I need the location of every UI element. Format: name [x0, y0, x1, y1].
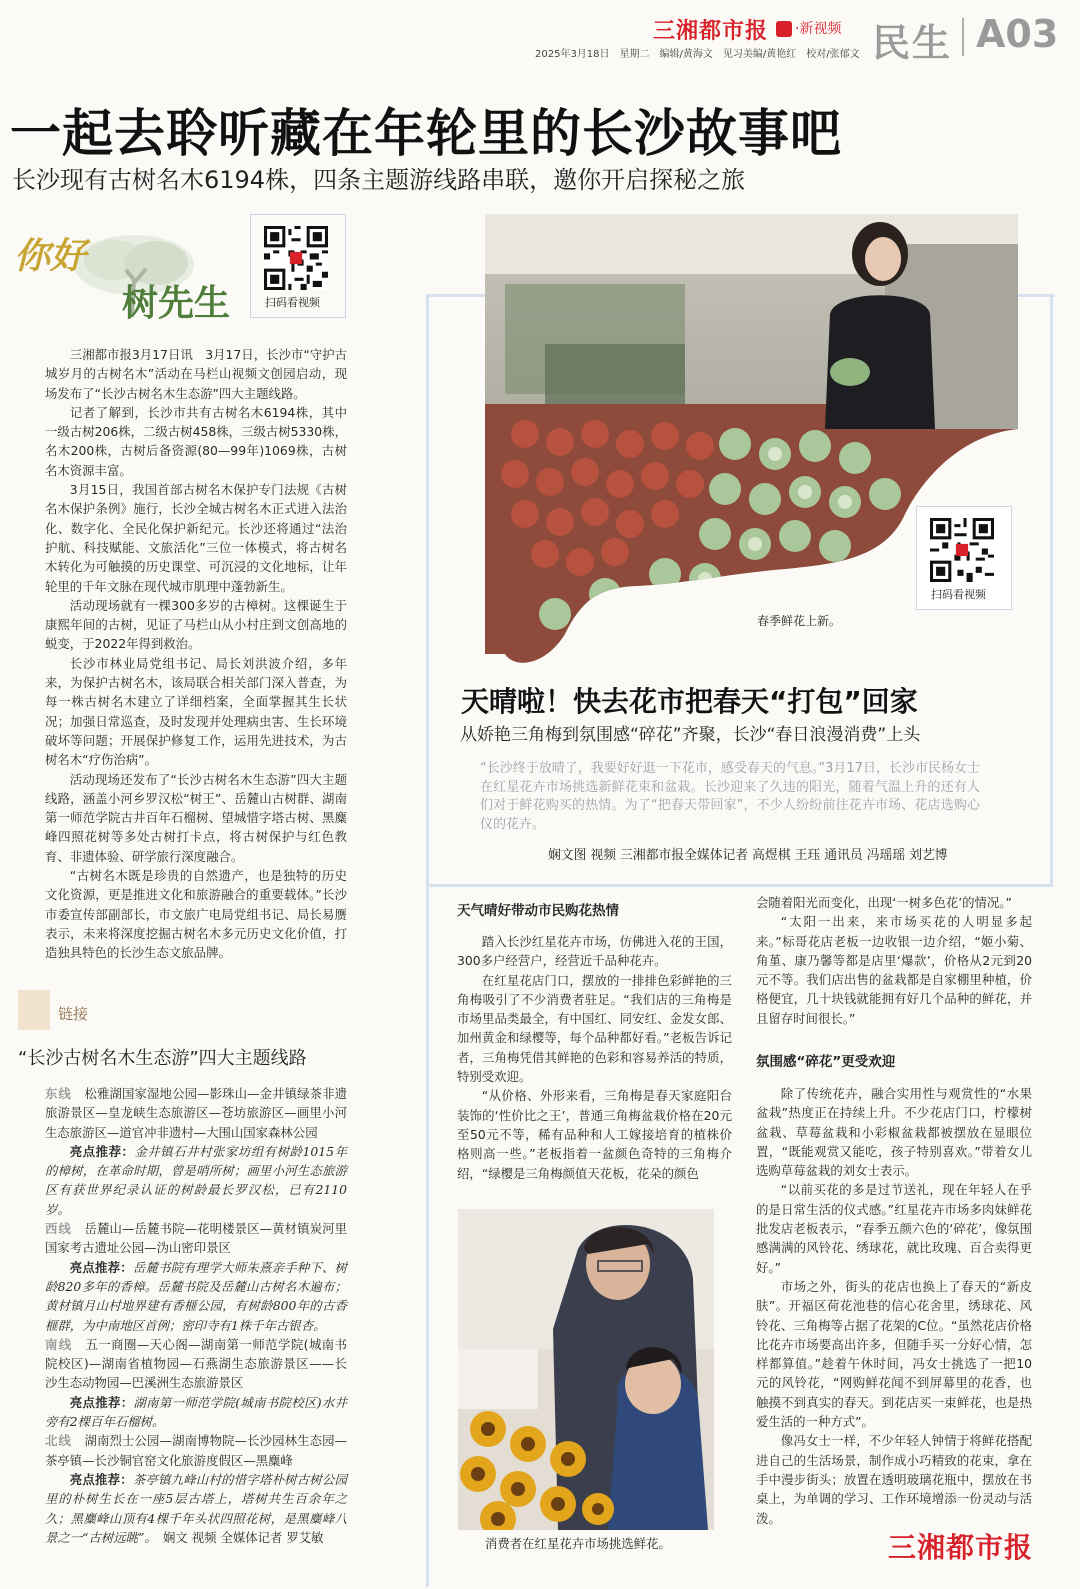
highlight-label: 亮点推荐： [69, 1394, 134, 1410]
tree-article-paragraph: 活动现场还发布了“长沙古树名木生态游”四大主题线路，涵盖小河乡罗汉松“树王”、岳麓山古树群、湖南第一师范学院古井百年石榴树、望城惜字塔古树、黑麋峰四照花树等多处古树打卡点，将古树保护与红色教育、非遗体验、研学旅行深度融合。 [45, 771, 347, 864]
flower-paragraph: 会随着阳光而变化，出现‘一树多色花’的情况。” [756, 895, 1012, 910]
hello-tree-logo [14, 220, 244, 330]
tree-article-paragraph: 长沙市林业局党组书记、局长刘洪波介绍，多年来，为保护古树名木，该局联合相关部门深入普查，为每一株古树名木建立了详细档案，全面掌握其生长状况；加强日常巡查，及时发现并处理病虫害、生长环境破坏等问题；开展保护修复工作，运用先进技术，为古树名木“疗伤治病”。 [45, 655, 347, 768]
qr-code-icon[interactable] [930, 518, 994, 582]
logo-text-hello: 你好 [14, 235, 87, 277]
route-path: 松雅湖国家湿地公园—影珠山—金井镇绿茶非遗旅游景区—皇龙峡生态旅游区—苍坊旅游区—画里小河生态旅游区—道官冲非遗村—大围山国家森林公园 [45, 1086, 348, 1140]
route-tag: 东线 [45, 1086, 73, 1101]
issue-meta: 2025年3月18日 星期二 编辑/黄海文 见习美编/黄艳红 校对/张郁文 [535, 49, 860, 60]
flower-paragraph: “以前买花的多是过节送礼，现在年轻人在乎的是日常生活的仪式感。”红星花卉市场多肉妹鲜花批发店老板表示，“春季五颜六色的‘碎花’，像氛围感满满的风铃花、绣球花，就比玫瑰、百合卖得更好。” [756, 1182, 1032, 1275]
section-heading-2: 氛围感“碎花”更受欢迎 [756, 1054, 896, 1070]
headline: 一起去聆听藏在年轮里的长沙故事吧 [10, 105, 843, 164]
tree-article-paragraph: 记者了解到，长沙市共有古树名木6194株，其中一级古树206株，二级古树458株，三级古树5330株，名木200株，古树后备资源(80—99年)1069株，古树名木资源丰富。 [45, 404, 347, 478]
tree-article-body [45, 345, 347, 963]
flower-article-subtitle: 从娇艳三角梅到氛围感“碎花”齐聚，长沙“春日浪漫消费”上头 [460, 725, 921, 745]
flower-article-byline: 娴文图 视频 三湘都市报全媒体记者 高煜棋 王珏 通讯员 冯瑶瑶 刘艺博 [548, 848, 948, 863]
route-tag: 北线 [45, 1433, 73, 1449]
link-label: 链接 [58, 1005, 89, 1023]
route-item [45, 1219, 347, 1258]
photo-caption-2: 消费者在红星花卉市场挑选鲜花。 [485, 1536, 671, 1551]
route-highlight [45, 1142, 347, 1219]
routes-credit: 娴文 视频 全媒体记者 罗艾敏 [150, 1529, 324, 1545]
tree-article-paragraph: 三湘都市报3月17日讯 3月17日，长沙市“守护古城岁月的古树名木”活动在马栏山视频文创园启动，现场发布了“长沙古树名木生态游”四大主题线路。 [45, 347, 347, 401]
flower-paragraph: 在红星花店门口，摆放的一排排色彩鲜艳的三角梅吸引了不少消费者驻足。“我们店的三角梅是市场里品类最全，有中国红、同安红、金发女郎、加州黄金和绿樱等，每个品种都好看。”老板告诉记者，三角梅凭借其鲜艳的色彩和容易养活的特质，特别受欢迎。 [457, 972, 732, 1085]
flower-paragraph: 除了传统花卉，融合实用性与观赏性的“水果盆栽”热度正在持续上升。不少花店门口，柠檬树盆栽、草莓盆栽和小彩椒盆栽都被摆放在显眼位置，“既能观赏又能吃，孩子特别喜欢。”带着女儿选购草莓盆栽的刘女士表示。 [756, 1086, 1032, 1179]
tree-article-paragraph: 活动现场就有一棵300多岁的古樟树。这棵诞生于康熙年间的古树，见证了马栏山从小村庄到文创高地的蜕变，于2022年得到救治。 [45, 597, 347, 652]
flower-paragraph: 市场之外，街头的花店也换上了春天的“新皮肤”。开福区荷花池巷的信心花舍里，绣球花、风铃花、三角梅等占据了花架的C位。“虽然花店价格比花卉市场要高出许多，但随手买一分好心情，怎样都算值。”趁着午休时间，冯女士挑选了一把10元的风铃花，“网购鲜花闻不到屏幕里的花香，也触摸不到真实的春天。到花店买一束鲜花，也是热爱生活的一种方式”。 [756, 1278, 1032, 1430]
flower-paragraph: “从价格、外形来看，三角梅是春天家庭阳台装饰的‘性价比之王’，普通三角梅盆栽价格在20元至50元不等，稀有品种和人工嫁接培育的植株价格则高一些。”老板指着一盆颜色奇特的三角梅介绍，“绿樱是三角梅颜值天花板，花朵的颜色 [457, 1088, 732, 1181]
footer-logo: 三湘都市报 [888, 1531, 1034, 1564]
highlight-text: 茶亭镇九峰山村的惜字塔朴树古树公园里的朴树生长在一座5层古塔上，塔树共生百余年之久；黑麋峰山顶有4棵千年头状四照花树，是黑麋峰八景之一“古树远眺”。 [45, 1471, 348, 1545]
masthead-logo: 三湘都市报 [653, 19, 769, 44]
qr-label-1: 扫码看视频 [265, 296, 320, 309]
highlight-text: 岳麓书院有理学大师朱熹亲手种下、树龄820多年的香樟。岳麓书院及岳麓山古树名木遍布；黄材镇月山村地界建有香榧公园，有树龄800年的古香榧群，为中南地区首例；密印寺有1株千年古银杏。 [45, 1259, 348, 1333]
subheadline: 长沙现有古树名木6194株，四条主题游线路串联，邀你开启探秘之旅 [12, 166, 746, 194]
page-number: A03 [976, 12, 1059, 56]
route-item [45, 1084, 347, 1142]
route-item [45, 1431, 347, 1470]
photo-caption-1: 春季鲜花上新。 [757, 614, 842, 628]
section-name: 民生 [872, 21, 953, 65]
article-frame-right [1050, 294, 1053, 884]
video-brand [776, 18, 841, 38]
flower-paragraph: 踏入长沙红星花卉市场，仿佛进入花的王国，300多户经营户，经营近千品种花卉。 [457, 934, 732, 969]
highlight-label: 亮点推荐： [69, 1143, 135, 1159]
section-divider [962, 18, 964, 56]
sunflower-photo-art [458, 1209, 714, 1530]
highlight-text: 金井镇石井村张家坊组有树龄1015年的樟树，在革命时期，曾是哨所树；画里小河生态旅游区有获世界纪录认证的树龄最长罗汉松，已有2110岁。 [45, 1143, 347, 1217]
route-tag: 南线 [45, 1336, 73, 1352]
link-marker [18, 990, 50, 1030]
routes-title: “长沙古树名木生态游”四大主题线路 [18, 1048, 307, 1069]
qr-code-icon[interactable] [264, 226, 328, 290]
logo-text-mr-tree: 树先生 [122, 282, 231, 324]
tree-article-paragraph: “古树名木既是珍贵的自然遗产，也是独特的历史文化资源，更是推进文化和旅游融合的重要载体。”长沙市委宣传部副部长，市文旅广电局党组书记、局长易赝表示，未来将深度挖掘古树名木多元历史文化价值，打造独具特色的长沙生态文旅品牌。 [45, 868, 347, 961]
route-tag: 西线 [45, 1221, 73, 1237]
route-item [45, 1335, 347, 1393]
highlight-text: 湖南第一师范学院(城南书院校区)水井旁有2棵百年石榴树。 [45, 1394, 348, 1430]
flower-paragraph: 像冯女士一样，不少年轻人钟情于将鲜花搭配进自己的生活场景，制作成小巧精致的花束，拿在手中漫步街头；放置在透明玻璃花瓶中，摆放在书桌上，为单调的学习、工作环境增添一份灵动与活泼。 [756, 1433, 1032, 1526]
route-highlight [45, 1470, 347, 1547]
tree-article-paragraph: 3月15日，我国首部古树名木保护专门法规《古树名木保护条例》施行，长沙全城古树名木正式进入法治化、数字化、全民化保护新纪元。长沙还将通过“法治护航、科技赋能、文旅活化”三位一体模式，将古树名木转化为可触摸的历史课堂、可沉浸的文化地标，让年轮里的千年文脉在现代城市肌理中蓬勃新生。 [45, 482, 347, 594]
qr-label-2: 扫码看视频 [931, 588, 986, 601]
route-path: 五一商圈—天心阁—湖南第一师范学院(城南书院校区)—湖南省植物园—石燕湖生态旅游景区——长沙生态动物园—巴溪洲生态旅游景区 [45, 1336, 348, 1391]
highlight-label: 亮点推荐： [69, 1259, 133, 1275]
video-brand-text: ·新视频 [795, 21, 842, 37]
flower-article-col-right2 [756, 1084, 1032, 1528]
section-heading-1: 天气晴好带动市民购花热情 [457, 903, 619, 919]
article-frame-left [426, 839, 429, 1587]
video-brand-icon [776, 21, 792, 37]
flower-article-lead: “长沙终于放晴了，我要好好逛一下花市，感受春天的气息。”3月17日，长沙市民杨女士在红星花卉市场挑选新鲜花束和盆栽。长沙迎来了久违的阳光，随着气温上升的还有人们对于鲜花购买的热情。为了“把春天带回家”，不少人纷纷前往花卉市场、花店选购心仪的花卉。 [480, 761, 980, 832]
routes-list [45, 1084, 347, 1547]
sunflower-photo [458, 1209, 714, 1530]
article-frame-divider [426, 884, 1053, 887]
route-highlight [45, 1258, 347, 1335]
flower-article-title: 天晴啦！快去花市把春天“打包”回家 [461, 685, 918, 718]
route-path: 湖南烈士公园—湖南博物院—长沙园林生态园—茶亭镇—长沙铜官窑文化旅游度假区—黑麋峰 [45, 1433, 348, 1468]
route-path: 岳麓山—岳麓书院—花明楼景区—黄材镇炭河里国家考古遗址公园—沩山密印景区 [45, 1221, 348, 1256]
highlight-label: 亮点推荐： [69, 1471, 133, 1487]
route-highlight [45, 1393, 347, 1432]
flower-article-col-right [756, 893, 1032, 1028]
flower-article-col-mid [457, 932, 732, 1183]
flower-paragraph: “太阳一出来，来市场买花的人明显多起来。”标哥花店老板一边收银一边介绍，“姬小菊、角堇、康乃馨等都是店里‘爆款’，价格从2元到20元不等。我们店出售的盆栽都是自家棚里种植，价格便宜，几十块钱就能拥有好几个品种的鲜花，并且留存时间很长。” [756, 914, 1032, 1026]
